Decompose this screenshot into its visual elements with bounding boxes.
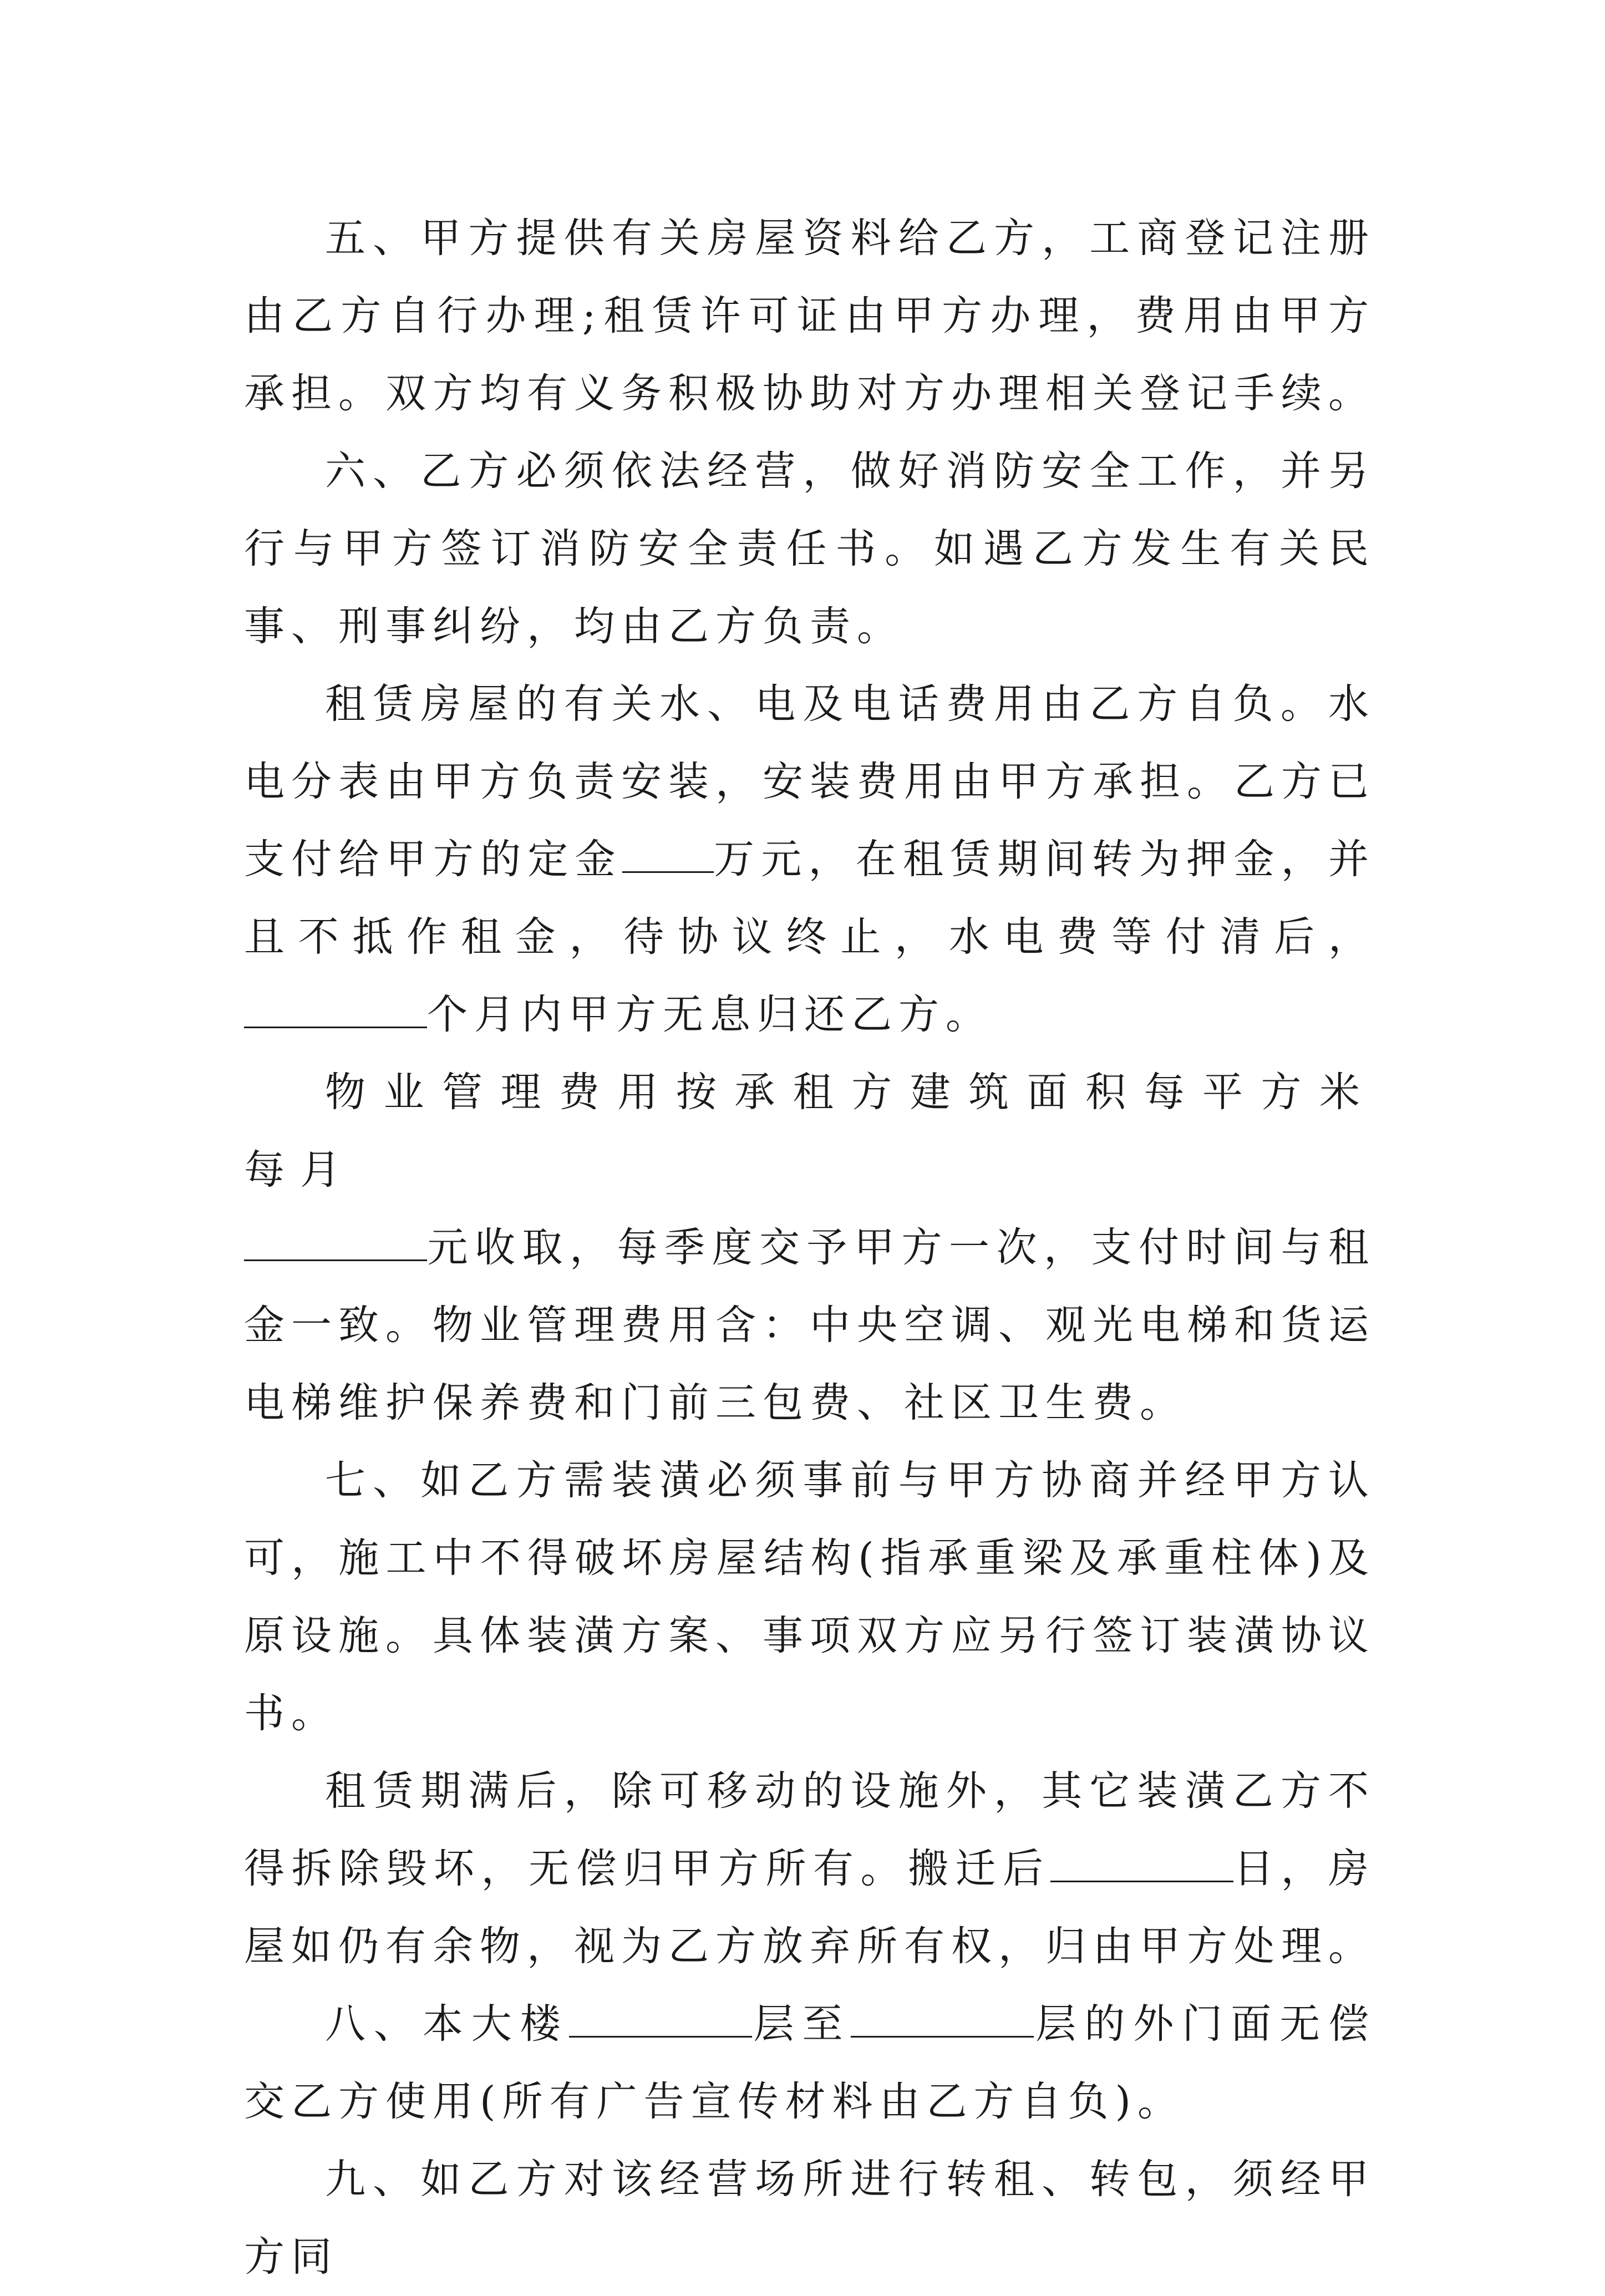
deposit-amount-blank	[622, 833, 714, 873]
utilities-text-1: 租赁房屋的有关水、电及电话费用由乙方自负。水电分表由甲方负责安装，安装费用由甲方承担。乙方已支付给甲方的定金	[244, 680, 1375, 883]
clause-6-text: 六、乙方必须依法经营，做好消防安全工作，并另行与甲方签订消防安全责任书。如遇乙方发生有关民事、刑事纠纷，均由乙方负责。	[244, 448, 1375, 650]
clause-6-paragraph	[244, 433, 1375, 666]
property-fee-paragraph-continued	[244, 1209, 1375, 1442]
move-out-days-blank	[1050, 1842, 1233, 1882]
property-fee-text-2: 元收取，每季度交予甲方一次，支付时间与租金一致。物业管理费用含：中央空调、观光电梯和货运电梯维护保养费和门前三包费、社区卫生费。	[244, 1224, 1375, 1426]
refund-months-blank	[244, 988, 427, 1028]
clause-9-text: 九、如乙方对该经营场所进行转租、转包，须经甲方同	[244, 2156, 1375, 2280]
floor-to-blank	[851, 1998, 1034, 2038]
clause-8-paragraph	[244, 1985, 1375, 2141]
lease-expiry-text-2: 日，房屋如仍有余物，视为乙方放弃所有权，归由甲方处理。	[244, 1845, 1375, 1970]
clause-5-paragraph	[244, 200, 1375, 433]
clause-8-text-3: 层的外门面无偿交乙方使用(所有广告宣传材料由乙方自负)。	[244, 2000, 1376, 2125]
lease-expiry-text-1: 租赁期满后，除可移动的设施外，其它装潢乙方不得拆除毁坏，无偿归甲方所有。搬迁后	[244, 1767, 1375, 1892]
utilities-text-3: 个月内甲方无息归还乙方。	[427, 991, 993, 1038]
clause-7-text: 七、如乙方需装潢必须事前与甲方协商并经甲方认可，施工中不得破坏房屋结构(指承重梁及承重柱体)及原设施。具体装潢方案、事项双方应另行签订装潢协议书。	[244, 1457, 1375, 1737]
clause-5-text: 五、甲方提供有关房屋资料给乙方，工商登记注册由乙方自行办理;租赁许可证由甲方办理，费用由甲方承担。双方均有义务积极协助对方办理相关登记手续。	[244, 215, 1375, 417]
lease-expiry-paragraph	[244, 1753, 1375, 1985]
utilities-text-2: 万元，在租赁期间转为押金，并且不抵作租金，待协议终止，水电费等付清后，	[244, 836, 1376, 961]
document-body	[244, 200, 1375, 2296]
utilities-paragraph	[244, 666, 1375, 1054]
clause-7-paragraph	[244, 1442, 1375, 1753]
property-fee-rate-blank	[244, 1221, 427, 1261]
clause-8-text-1: 八、本大楼	[325, 2000, 569, 2048]
clause-9-paragraph	[244, 2141, 1375, 2296]
floor-from-blank	[569, 1998, 752, 2038]
property-fee-text-1: 物业管理费用按承租方建筑面积每平方米每月	[244, 1069, 1375, 1193]
property-fee-paragraph	[244, 1054, 1375, 1209]
clause-8-text-2: 层至	[751, 2000, 851, 2048]
